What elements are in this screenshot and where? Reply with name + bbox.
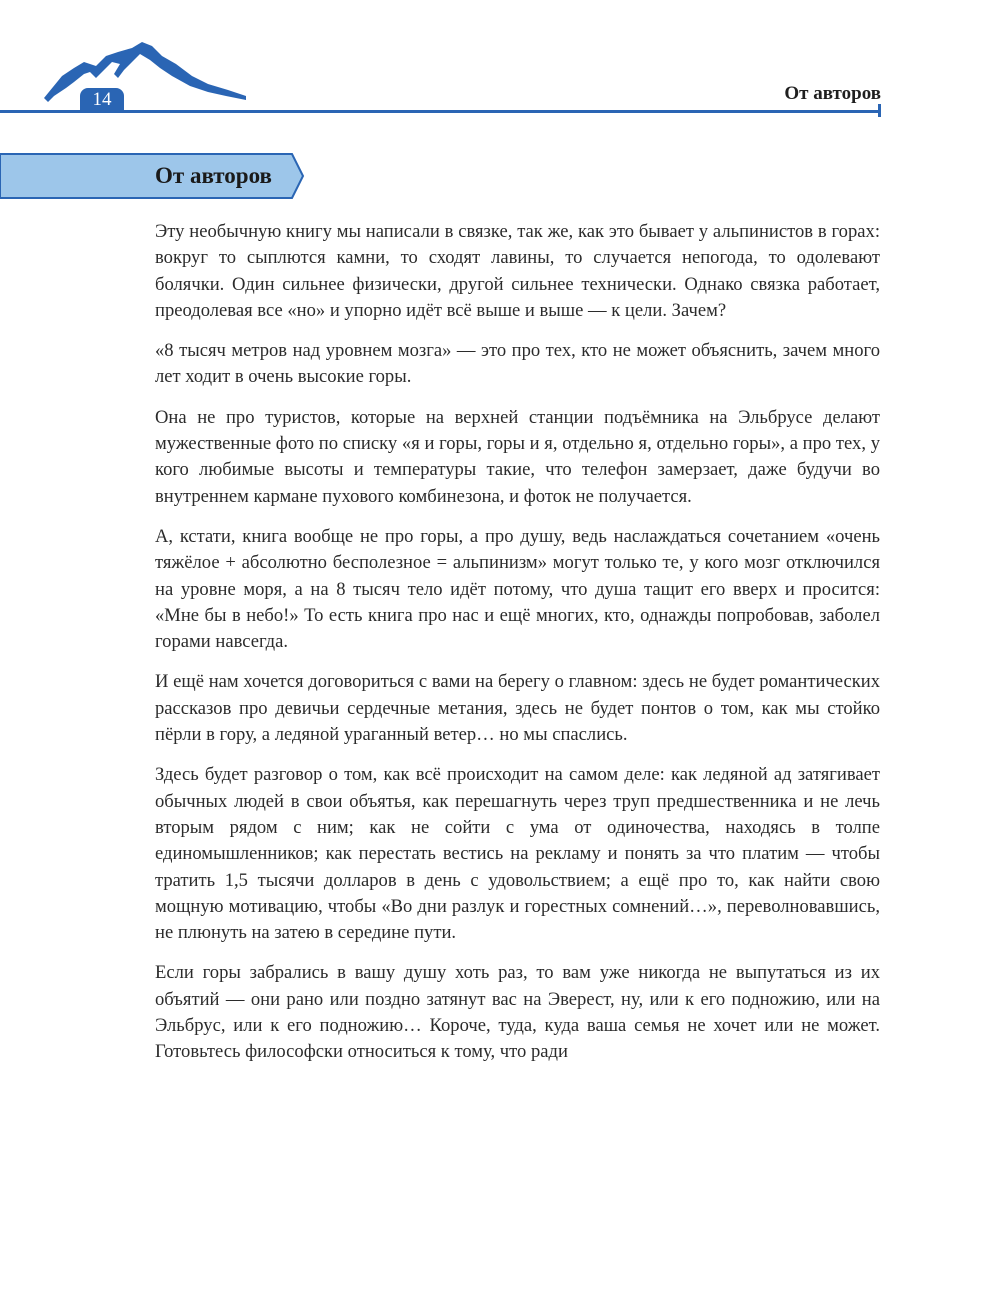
paragraph: И ещё нам хочется договориться с вами на берегу о главном: здесь не будет романтических рассказов про девичьи сердечные метания, здесь не будет понтов о том, как мы стойко пёрли в гору, а ледяной ураганный ветер… но мы спаслись. — [155, 671, 880, 746]
paragraph: Если горы забрались в вашу душу хоть раз, то вам уже никогда не выпутаться из их объятий — они рано или поздно затянут вас на Эверест, ну, или к его подножию, или на Эльбрус, или к его подножию… Короче, туда, куда ваша семья не хочет или не может. Готовьтесь философски относиться к тому, что ради — [155, 962, 880, 1063]
paragraph: Эту необычную книгу мы написали в связке, так же, как это бывает у альпинистов в горах: вокруг то сыплются камни, то сходят лавины, то случается непогода, то одолевают болячки. Один сильнее физически, другой сильнее технически. Однако связка работает, преодолевая все «но» и упорно идёт всё выше и выше — к цели. Зачем? — [155, 221, 880, 321]
paragraph: Она не про туристов, которые на верхней станции подъёмника на Эльбрусе делают мужественные фото по списку «я и горы, горы и я, отдельно я, отдельно горы», а про тех, у кого любимые высоты и температуры такие, что телефон замерзает, даже будучи во внутреннем кармане пухового комбинезона, и фоток не получается. — [155, 406, 880, 507]
page-number: 14 — [80, 88, 124, 112]
paragraph: Здесь будет разговор о том, как всё происходит на самом деле: как ледяной ад затягивает обычных людей в свои объятья, как перешагнуть через труп предшественника и не лечь вторым рядом с ним; как не сойти с ума от одиночества, находясь в толпе единомышленников; как перестать вестись на рекламу и понять за что платим — чтобы тратить 1,5 тысячи долларов в день с удовольствием; а ещё про то, как найти свою мощную мотивацию, чтобы «Во дни разлук и горестных сомнений…», переволновавшись, не плюнуть на затею в середине пути. — [155, 764, 880, 944]
paragraph: А, кстати, книга вообще не про горы, а про душу, ведь наслаждаться сочетанием «очень тяжёлое + абсолютно бесполезное = альпинизм» могут только те, у кого мозг отключился на уровне моря, а на 8 тысяч тело идёт потому, что душа тащит его вверх и просится: «Мне бы в небо!» То есть книга про нас и ещё многих, кто, однажды попробовав, заболел горами навсегда. — [155, 525, 880, 653]
paragraph: «8 тысяч метров над уровнем мозга» — это про тех, кто не может объяснить, зачем много лет ходит в очень высокие горы. — [155, 340, 880, 388]
header-divider — [0, 110, 880, 113]
body-text — [155, 219, 880, 1080]
mountain-logo-icon — [40, 38, 250, 110]
running-head: От авторов — [784, 83, 881, 104]
header-divider-tick — [878, 104, 881, 117]
section-title: От авторов — [155, 163, 272, 188]
